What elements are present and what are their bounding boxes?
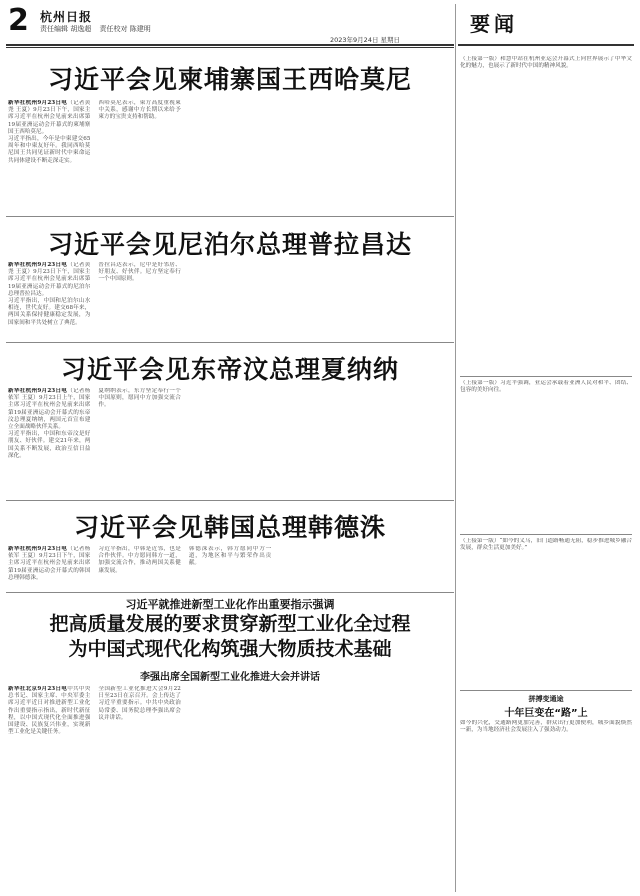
story3-lead: （记者杨依军 王夏）9月23日上午，国家主席习近平在杭州会见前来出席第19届亚洲运动会开幕式的东帝汶总理夏纳纳，两国元首宣布建立全面战略伙伴关系。 [8,388,91,431]
story1-col [279,100,361,212]
story-divider [6,500,454,501]
story4-p2: 习近平指出，中韩是近邻，也是合作伙伴。中方愿同韩方一道，加强交流合作，推动两国关系健康发展。 [98,546,181,574]
story1-col [370,100,452,212]
story4-lead: （记者杨依军 王夏）9月23日下午，国家主席习近平在杭州会见前来出席第19届亚洲运动会开幕式的韩国总理韩德洙。 [8,546,91,581]
editor-credits [40,24,157,34]
story2-col [370,262,452,338]
issue-date: 2023年9月24日 星期日 [330,36,401,44]
right-article-3-text: （上接第一版）“如今的义乌，旧门道路畅通无阻，稳步推进城乡融合发展，群众生活更加美好。” [460,538,632,552]
story4-p3: 韩德洙表示，韩方愿同中方一道，为地区和平与繁荣作出贡献。 [188,546,272,567]
feature-kicker: 习近平就推进新型工业化作出重要指示强调 [125,598,335,611]
feature-dateline: 新华社北京9月23日电 [8,686,68,692]
feature-lead: 中共中央总书记、国家主席、中央军委主席习近平近日对推进新型工业化作出重要指示指出，新时代新征程，以中国式现代化全面推进强国建设、民族复兴伟业，实现新型工业化是关键任务。 [8,686,91,736]
story3-col [189,388,271,496]
proofreader-credit: 责任校对 陈建明 [99,25,151,33]
story4-col [279,546,361,590]
story1-col [8,100,90,212]
story2-p3: 普拉昌达表示，尼中是好邻居、好朋友、好伙伴。尼方坚定奉行一个中国原则。 [98,262,181,283]
story4-body [8,546,452,590]
right-article-1-text: （上接第一版）和慧中站在杭州亚运会开幕式上向世界展示了中华文化的魅力，也展示了新时代中国的精神风貌。 [460,56,632,70]
story2-col [98,262,180,338]
story2-lead: （记者黄尧 王夏）9月23日下午，国家主席习近平在杭州会见前来出席第19届亚洲运动会开幕式的尼泊尔总理普拉昌达。 [8,262,91,297]
box-body [460,720,632,890]
editor-credit: 责任编辑 胡逸超 [40,25,92,33]
story3-headline: 习近平会见东帝汶总理夏纳纳 [60,355,399,384]
box-title: 十年巨变在“路”上 [504,708,588,719]
story4-col [8,546,90,590]
right-article-2 [460,380,632,530]
story2-headline: 习近平会见尼泊尔总理普拉昌达 [47,230,412,259]
story1-dateline: 新华社杭州9月23日电 [8,100,68,106]
story1-p2: 习近平指出，今年是中柬建交65周年和中柬友好年。我同西哈莫尼国王共同见证新时代中柬命运共同体建设不断走深走实。 [8,136,91,164]
story3-col [98,388,180,496]
story2-p2: 习近平指出，中国和尼泊尔山水相连，世代友好。建交68年来，两国关系保持健康稳定发展，为国家间和平共处树立了典范。 [8,298,91,326]
story1-col [189,100,271,212]
feature-col [98,686,180,890]
section-title: 要闻 [470,12,518,36]
story3-p2: 习近平指出，中国和东帝汶是好朋友、好伙伴。建交21年来，两国关系不断发展，政治互信日益深化。 [8,431,91,459]
feature-col [8,686,90,890]
section-rule [458,44,634,46]
story2-body [8,262,452,338]
story4-dateline: 新华社杭州9月23日电 [8,546,68,552]
story3-dateline: 新华社杭州9月23日电 [8,388,68,394]
column-divider [455,4,456,892]
story3-col [370,388,452,496]
feature-col [370,686,452,890]
right-article-2-text: （上接第一版）习近平强调，亚运会承载着亚洲人民对和平、团结、包容的美好向往。 [460,380,632,394]
story-divider [6,342,454,343]
story4-col [189,546,271,590]
story-divider [6,592,454,593]
feature-col [189,686,271,890]
story1-lead: （记者黄尧 王夏）9月23日下午，国家主席习近平在杭州会见前来出席第19届亚洲运动会开幕式的柬埔寨国王西哈莫尼。 [8,100,91,135]
right-article-1 [460,56,632,372]
story4-col [370,546,452,590]
story3-col [279,388,361,496]
feature-headline-line1: 把高质量发展的要求贯穿新型工业化全过程 [49,613,411,635]
box-body-text: 如今的兴化，交通路网更加完善，群众出行更加便利，城乡面貌焕然一新，为当地经济社会发展注入了强劲动力。 [460,720,632,734]
right-divider [460,376,632,377]
right-article-3 [460,538,632,686]
masthead-rule [6,44,454,46]
feature-headline-line2: 为中国式现代化构筑强大物质技术基础 [68,638,392,660]
story1-p3: 西哈莫尼表示，柬方高度重视柬中关系，感谢中方长期以来给予柬方的宝贵支持和帮助。 [98,100,181,121]
story4-col [98,546,180,590]
feature-p2: 全国新型工业化推进大会9月22日至23日在京召开。会上传达了习近平重要指示。中共中央政治局常委、国务院总理李强出席会议并讲话。 [98,686,181,721]
story2-col [279,262,361,338]
story2-col [8,262,90,338]
feature-headline [6,612,454,662]
feature-subhead: 李强出席全国新型工业化推进大会并讲话 [140,672,320,683]
story1-body [8,100,452,212]
feature-body [8,686,452,890]
right-divider [460,690,632,691]
feature-col [279,686,361,890]
paper-name: 杭州日报 [40,10,93,24]
story2-col [189,262,271,338]
story3-p3: 夏纳纳表示，东方坚定奉行一个中国原则，愿同中方加强交流合作。 [98,388,181,409]
story2-dateline: 新华社杭州9月23日电 [8,262,68,268]
story-divider [6,216,454,217]
story4-headline: 习近平会见韩国总理韩德洙 [73,513,386,542]
masthead-rule-thin [6,47,454,48]
story3-body [8,388,452,496]
right-divider [460,534,632,535]
box-kicker: 拼搏变通途 [528,695,564,703]
page-number: 2 [8,3,29,38]
story1-headline: 习近平会见柬埔寨国王西哈莫尼 [47,65,412,94]
story3-col [8,388,90,496]
story1-col [98,100,180,212]
